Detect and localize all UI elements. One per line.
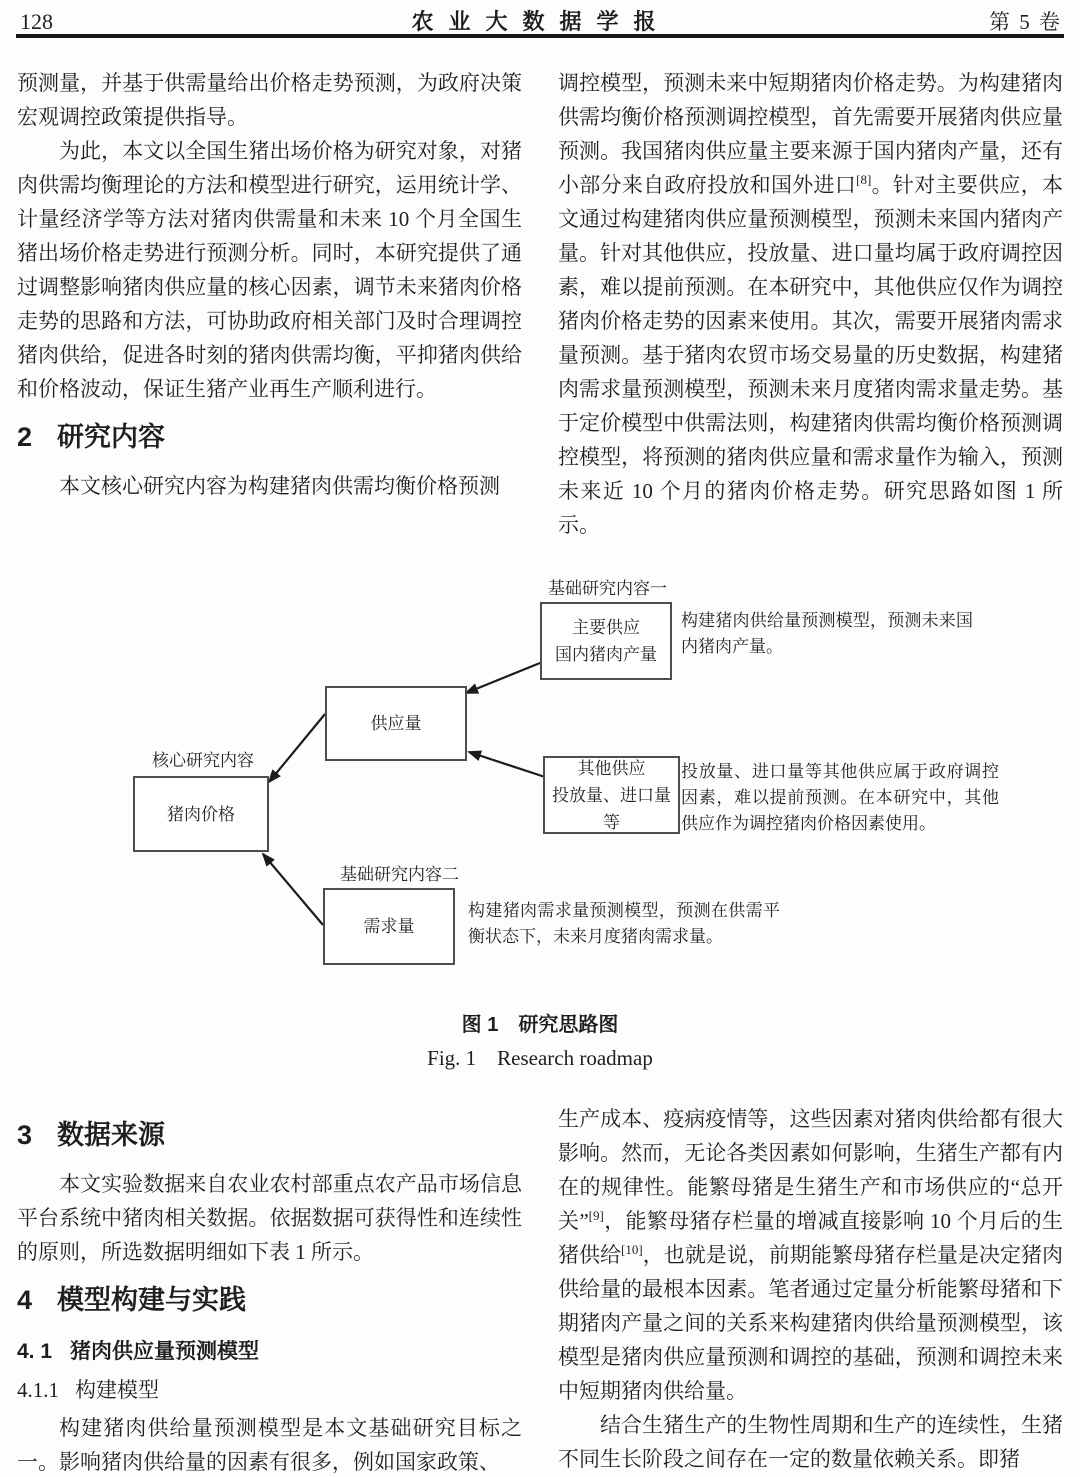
page-header bbox=[20, 5, 1062, 35]
box-demand-volume-label: 需求量 bbox=[363, 917, 415, 936]
paragraph: 本文实验数据来自农业农村部重点农产品市场信息平台系统中猪肉相关数据。依据数据可获得性和连续性的原则，所选数据明细如下表 1 所示。 bbox=[17, 1172, 522, 1264]
subsection-number: 4.1.1 bbox=[17, 1378, 59, 1402]
box-supply-volume bbox=[325, 686, 467, 761]
figure-research-roadmap bbox=[0, 558, 1080, 1008]
section-heading-3 bbox=[17, 1118, 522, 1152]
section-number: 2 bbox=[17, 422, 33, 452]
figure-caption-zh: 图 1 研究思路图 bbox=[461, 1014, 619, 1036]
paragraph: 为此，本文以全国生猪出场价格为研究对象，对猪肉供需均衡理论的方法和模型进行研究，运用统计学、计量经济学等方法对猪肉供需量和未来 10 个月全国生猪出场价格走势进行预测分析。同时，本研究提供了通过调整影响猪肉供应量的核心因素，调节未来猪肉价格走势的思路和方法，可协助政府相关部门及时合理调控猪肉供给，促进各时刻的猪肉供需均衡，平抑猪肉供给和价格波动，保证生猪产业再生产顺利进行。 bbox=[17, 139, 522, 401]
paragraph: 构建猪肉供给量预测模型是本文基础研究目标之一。影响猪肉供给量的因素有很多，例如国家政策、 bbox=[17, 1416, 522, 1474]
box-other-supply-line1: 其他供应 bbox=[577, 758, 646, 778]
section-title: 模型构建与实践 bbox=[57, 1285, 247, 1315]
paragraph: 结合生猪生产的生物性周期和生产的连续性，生猪不同生长阶段之间存在一定的数量依赖关系。即猪 bbox=[558, 1413, 1063, 1471]
column-right-bottom bbox=[558, 1102, 1063, 1476]
paragraph: 预测量，并基于供需量给出价格走势预测，为政府决策宏观调控政策提供指导。 bbox=[17, 71, 522, 129]
paragraph: 生产成本、疫病疫情等，这些因素对猪肉供给都有很大影响。然而，无论各类因素如何影响，生猪生产都有内在的规律性。能繁母猪是生猪生产和市场供应的“总开关”[9]，能繁母猪存栏量的增减直接影响 10 个月后的生猪供给[10]，也就是说，前期能繁母猪存栏量是决定猪肉供给量的最根本因素。笔者通过定量分析能繁母猪和下期猪肉产量之间的关系来构建猪肉供给量预测模型，该模型是猪肉供应量预测和调控的基础，预测和调控未来中短期猪肉供给量。 bbox=[558, 1107, 1064, 1403]
box-demand-volume bbox=[323, 888, 455, 965]
arrow-demand-to-price bbox=[263, 854, 323, 925]
volume-label: 第 5 卷 bbox=[989, 10, 1062, 34]
section-title: 数据来源 bbox=[57, 1120, 166, 1150]
box-main-supply bbox=[540, 602, 672, 680]
note-other-supply: 投放量、进口量等其他供应属于政府调控因素，难以提前预测。在本研究中，其他供应作为调控猪肉价格因素使用。 bbox=[681, 762, 999, 833]
box-supply-volume-label: 供应量 bbox=[370, 714, 422, 733]
section-number: 4 bbox=[17, 1285, 33, 1315]
box-pork-price bbox=[133, 776, 269, 852]
note-supply-model: 构建猪肉供给量预测模型，预测未来国内猪肉产量。 bbox=[681, 611, 973, 656]
subsection-title: 猪肉供应量预测模型 bbox=[70, 1340, 260, 1363]
column-right-top bbox=[558, 66, 1063, 542]
figure-caption-en: Fig. 1 Research roadmap bbox=[427, 1046, 653, 1070]
subsection-title: 构建模型 bbox=[75, 1378, 159, 1402]
paragraph: 本文核心研究内容为构建猪肉供需均衡价格预测 bbox=[59, 474, 500, 498]
section-heading-2 bbox=[17, 420, 522, 454]
page-number: 128 bbox=[20, 9, 53, 34]
box-main-supply-line2: 国内猪肉产量 bbox=[555, 645, 657, 664]
header-rule bbox=[16, 34, 1064, 38]
box-main-supply-line1: 主要供应 bbox=[572, 618, 640, 637]
box-pork-price-label: 猪肉价格 bbox=[167, 804, 235, 824]
section-number: 3 bbox=[17, 1120, 33, 1150]
subsection-heading-4-1-1 bbox=[17, 1375, 522, 1405]
box-other-supply bbox=[543, 756, 680, 834]
label-basic-research-2: 基础研究内容二 bbox=[340, 865, 459, 884]
arrow-supply-to-price bbox=[269, 714, 325, 782]
box-other-supply-line2: 投放量、进口量等 bbox=[552, 785, 671, 832]
label-basic-research-1: 基础研究内容一 bbox=[548, 579, 667, 598]
label-core-research: 核心研究内容 bbox=[152, 751, 254, 770]
section-title: 研究内容 bbox=[57, 422, 166, 452]
column-left-top bbox=[17, 66, 522, 503]
note-demand-model: 构建猪肉需求量预测模型，预测在供需平衡状态下，未来月度猪肉需求量。 bbox=[468, 901, 780, 946]
section-heading-4 bbox=[17, 1283, 522, 1317]
arrow-other-to-supply bbox=[469, 752, 545, 777]
subsection-heading-4-1 bbox=[17, 1337, 522, 1367]
arrow-main-to-supply bbox=[466, 663, 540, 693]
journal-title: 农业大数据学报 bbox=[411, 9, 671, 34]
subsection-number: 4. 1 bbox=[17, 1340, 53, 1363]
column-left-bottom bbox=[17, 1104, 522, 1477]
paragraph: 调控模型，预测未来中短期猪肉价格走势。为构建猪肉供需均衡价格预测调控模型，首先需要开展猪肉供应量预测。我国猪肉供应量主要来源于国内猪肉产量，还有小部分来自政府投放和国外进口[8]。针对主要供应，本文通过构建猪肉供应量预测模型，预测未来国内猪肉产量。针对其他供应，投放量、进口量均属于政府调控因素，难以提前预测。在本研究中，其他供应仅作为调控猪肉价格走势的因素来使用。其次，需要开展猪肉需求量预测。基于猪肉农贸市场交易量的历史数据，构建猪肉需求量预测模型，预测未来月度猪肉需求量走势。基于定价模型中供需法则，构建猪肉供需均衡价格预测调控模型，将预测的猪肉供应量和需求量作为输入，预测未来近 10 个月的猪肉价格走势。研究思路如图 1 所示。 bbox=[558, 71, 1063, 537]
